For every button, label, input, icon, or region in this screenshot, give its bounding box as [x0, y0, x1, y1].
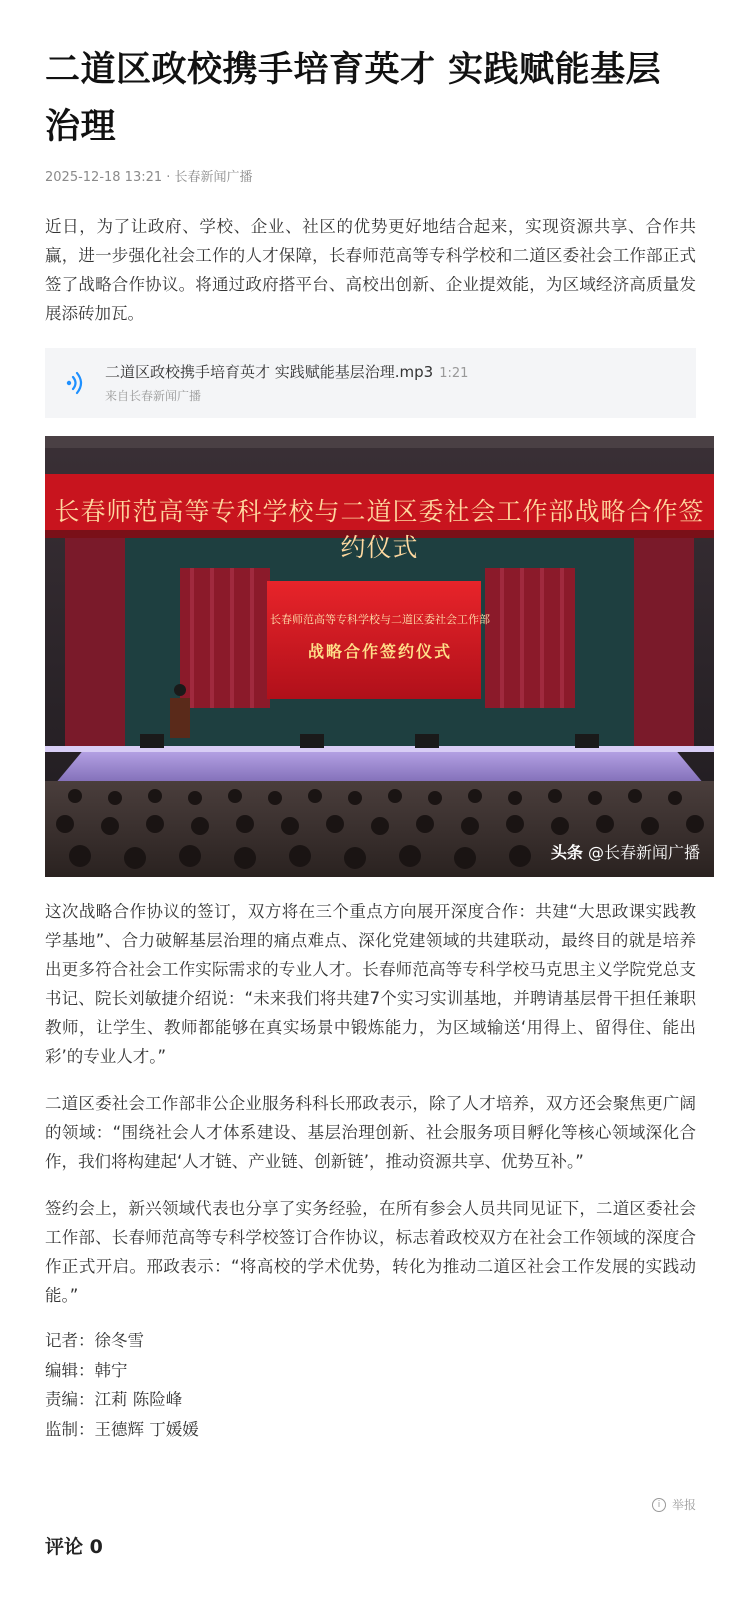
- photo-banner-text: 长春师范高等专科学校与二道区委社会工作部战略合作签约仪式: [54, 497, 705, 562]
- article-paragraph-1: 近日，为了让政府、学校、企业、社区的优势更好地结合起来，实现资源共享、合作共赢，进一步强化社会工作的人才保障，长春师范高等专科学校和二道区委社会工作部正式签了战略合作协议。将通过政府搭平台、高校出创新、企业提效能，为区域经济高质量发展添砖加瓦。: [45, 217, 696, 323]
- article-meta: 2025-12-18 13:21 · 长春新闻广播: [45, 170, 253, 185]
- article-paragraph-2: 这次战略合作协议的签订，双方将在三个重点方向展开深度合作：共建“大思政课实践教学基地”、合力破解基层治理的痛点难点、深化党建领域的共建联动，最终目的就是培养出更多符合社会工作实际需求的专业人才。长春师范高等专科学校马克思主义学院党总支书记、院长刘敏捷介绍说：“未来我们将共建7个实习实训基地，并聘请基层骨干担任兼职教师，让学生、教师都能够在真实场景中锻炼能力，为区域输送‘用得上、留得住、能出彩’的专业人才。”: [45, 902, 696, 1066]
- report-label[interactable]: 举报: [671, 1498, 696, 1512]
- watermark-handle: @长春新闻广播: [587, 843, 700, 862]
- photo-screen-line2: 战略合作签约仪式: [307, 642, 452, 661]
- audio-duration: 1:21: [439, 366, 469, 381]
- credit-supervisor: 监制：王德辉 丁媛媛: [45, 1419, 199, 1439]
- credit-chief-editor: 责编：江莉 陈险峰: [45, 1390, 183, 1409]
- photo-screen-line1: 长春师范高等专科学校与二道区委社会工作部: [270, 613, 490, 626]
- article-paragraph-4: 签约会上，新兴领域代表也分享了实务经验，在所有参会人员共同见证下，二道区委社会工作部、长春师范高等专科学校签订合作协议，标志着政校双方在社会工作领域的深度合作正式开启。邢政表示：“将高校的学术优势，转化为推动二道区社会工作发展的实践动能。”: [45, 1199, 696, 1305]
- credit-editor: 编辑：韩宁: [45, 1360, 128, 1380]
- audio-source: 来自长春新闻广播: [105, 389, 202, 403]
- article-paragraph-3: 二道区委社会工作部非公企业服务科科长邢政表示，除了人才培养，双方还会聚焦更广阔的领域：“围绕社会人才体系建设、基层治理创新、社会服务项目孵化等核心领域深化合作，我们将构建起‘人才链、产业链、创新链’，推动资源共享、优势互补。”: [45, 1094, 696, 1171]
- comments-heading: 评论 0: [45, 1536, 103, 1558]
- audio-title-line[interactable]: [105, 361, 468, 382]
- article-title: 二道区政校携手培育英才 实践赋能基层治理: [45, 50, 662, 147]
- audio-title[interactable]: 二道区政校携手培育英才 实践赋能基层治理.mp3: [105, 363, 434, 381]
- audio-wave-icon[interactable]: [65, 370, 87, 396]
- credit-reporter: 记者：徐冬雪: [45, 1331, 144, 1350]
- audio-player[interactable]: [45, 348, 696, 418]
- report-button[interactable]: [652, 1496, 696, 1513]
- info-icon[interactable]: i: [652, 1498, 666, 1512]
- photo-watermark: [551, 840, 700, 863]
- event-photo[interactable]: [45, 436, 714, 877]
- article-credits: [45, 1326, 696, 1444]
- watermark-brand: 头条: [550, 843, 583, 862]
